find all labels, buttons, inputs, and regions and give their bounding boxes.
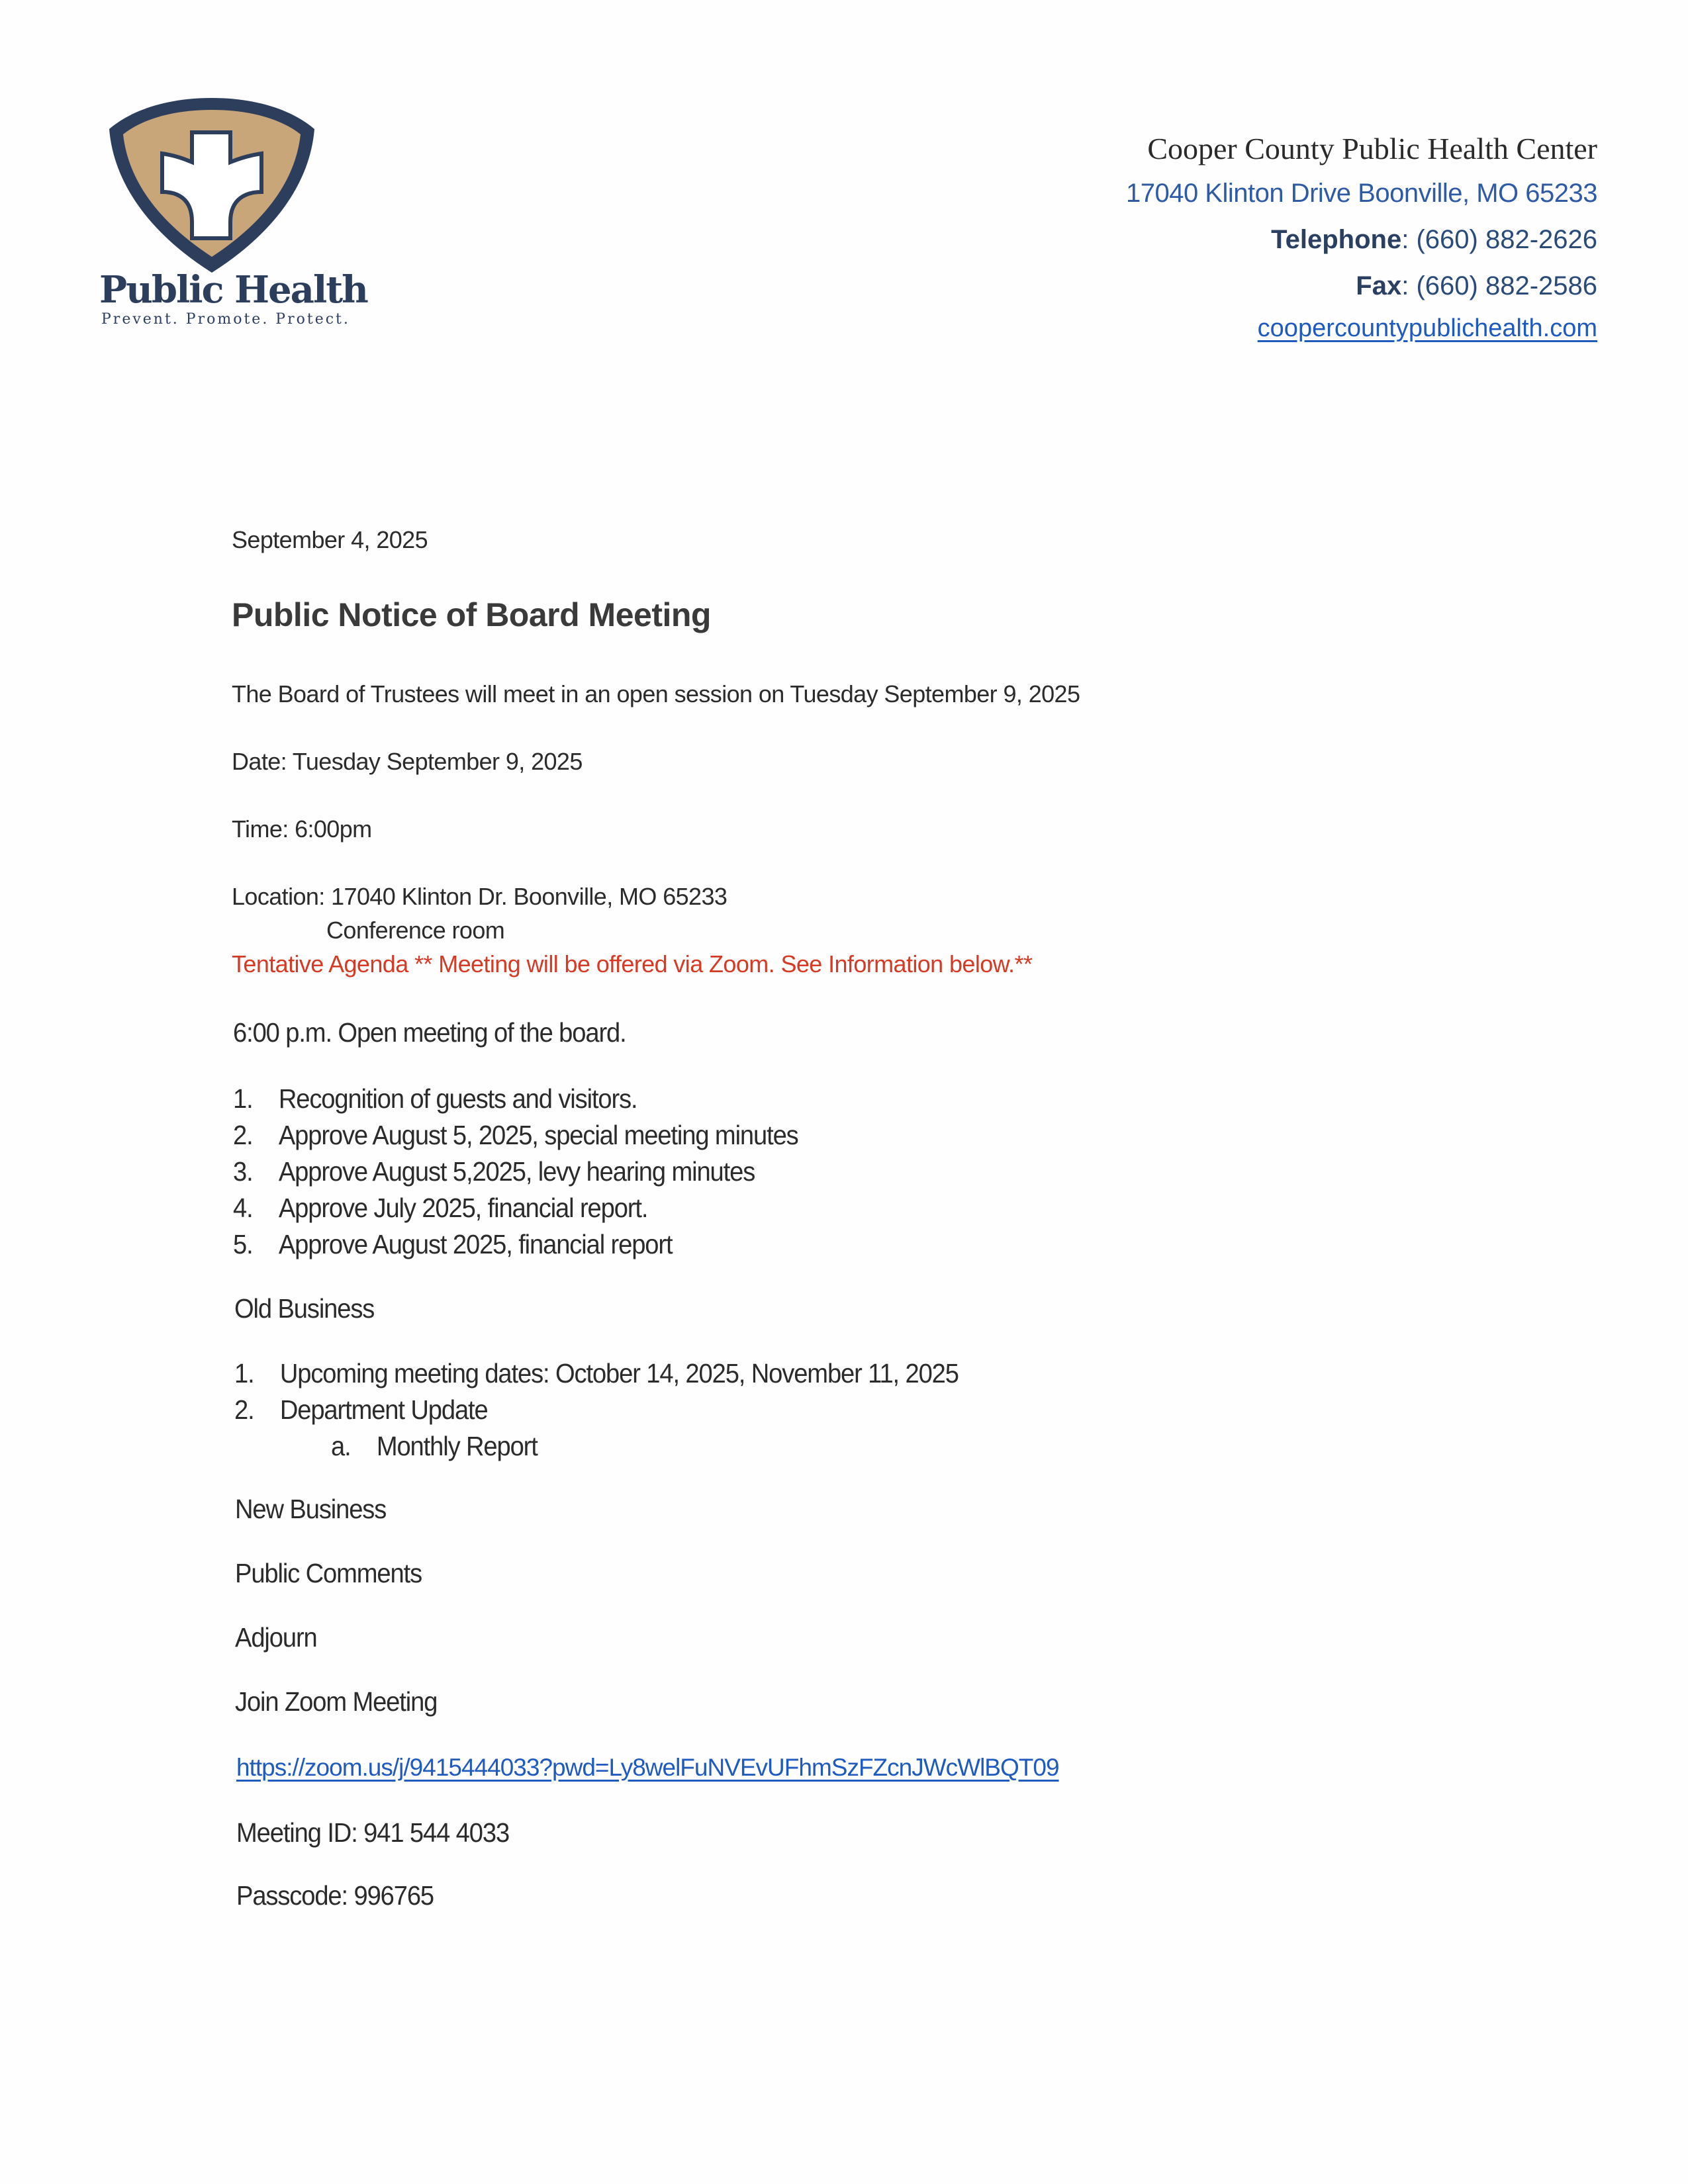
- page-title: Public Notice of Board Meeting: [232, 596, 711, 633]
- list-item: 3. Approve August 5,2025, levy hearing minutes: [233, 1156, 755, 1187]
- zoom-passcode: Passcode: 996765: [236, 1880, 434, 1911]
- logo-tagline: Prevent. Promote. Protect.: [101, 311, 350, 328]
- meeting-date: Date: Tuesday September 9, 2025: [232, 748, 583, 775]
- org-fax: [1356, 271, 1597, 301]
- list-item: 2. Approve August 5, 2025, special meeting minutes: [233, 1120, 798, 1150]
- tentative-agenda-note: Tentative Agenda ** Meeting will be offered via Zoom. See Information below.**: [232, 950, 1033, 978]
- adjourn-heading: Adjourn: [235, 1622, 317, 1653]
- old-business-heading: Old Business: [234, 1293, 375, 1324]
- org-address: 17040 Klinton Drive Boonville, MO 65233: [1125, 179, 1597, 208]
- shield-cross-icon: [99, 93, 324, 278]
- notice-date: September 4, 2025: [232, 526, 428, 553]
- org-telephone: [1271, 225, 1597, 255]
- list-item: 4. Approve July 2025, financial report.: [233, 1193, 648, 1223]
- telephone-label: Telephone: [1271, 225, 1402, 254]
- meeting-time: Time: 6:00pm: [232, 815, 372, 842]
- telephone-number: : (660) 882-2626: [1401, 225, 1597, 254]
- logo-wordmark: Public Health: [99, 268, 367, 312]
- zoom-meeting-id: Meeting ID: 941 544 4033: [236, 1817, 510, 1848]
- list-item: 1. Recognition of guests and visitors.: [233, 1083, 637, 1114]
- list-item: 5. Approve August 2025, financial report: [233, 1229, 673, 1259]
- meeting-location: Location: 17040 Klinton Dr. Boonville, MO 65233: [232, 883, 727, 910]
- fax-label: Fax: [1356, 271, 1402, 300]
- zoom-heading: Join Zoom Meeting: [235, 1686, 438, 1717]
- website-link[interactable]: coopercountypublichealth.com: [1257, 314, 1597, 342]
- sub-list-item: a. Monthly Report: [331, 1431, 538, 1461]
- org-name: Cooper County Public Health Center: [1147, 132, 1597, 165]
- notice-intro: The Board of Trustees will meet in an open session on Tuesday September 9, 2025: [232, 680, 1080, 707]
- fax-number: : (660) 882-2586: [1401, 271, 1597, 300]
- new-business-heading: New Business: [235, 1494, 387, 1524]
- public-comments-heading: Public Comments: [235, 1558, 422, 1588]
- meeting-room: Conference room: [326, 917, 505, 944]
- list-item: 1. Upcoming meeting dates: October 14, 2025, November 11, 2025: [234, 1358, 959, 1388]
- list-item: 2. Department Update: [234, 1394, 488, 1425]
- agenda-opening: 6:00 p.m. Open meeting of the board.: [233, 1017, 626, 1048]
- zoom-meeting-link[interactable]: https://zoom.us/j/9415444033?pwd=Ly8welFuNVEvUFhmSzFZcnJWcWlBQT09: [236, 1754, 1059, 1781]
